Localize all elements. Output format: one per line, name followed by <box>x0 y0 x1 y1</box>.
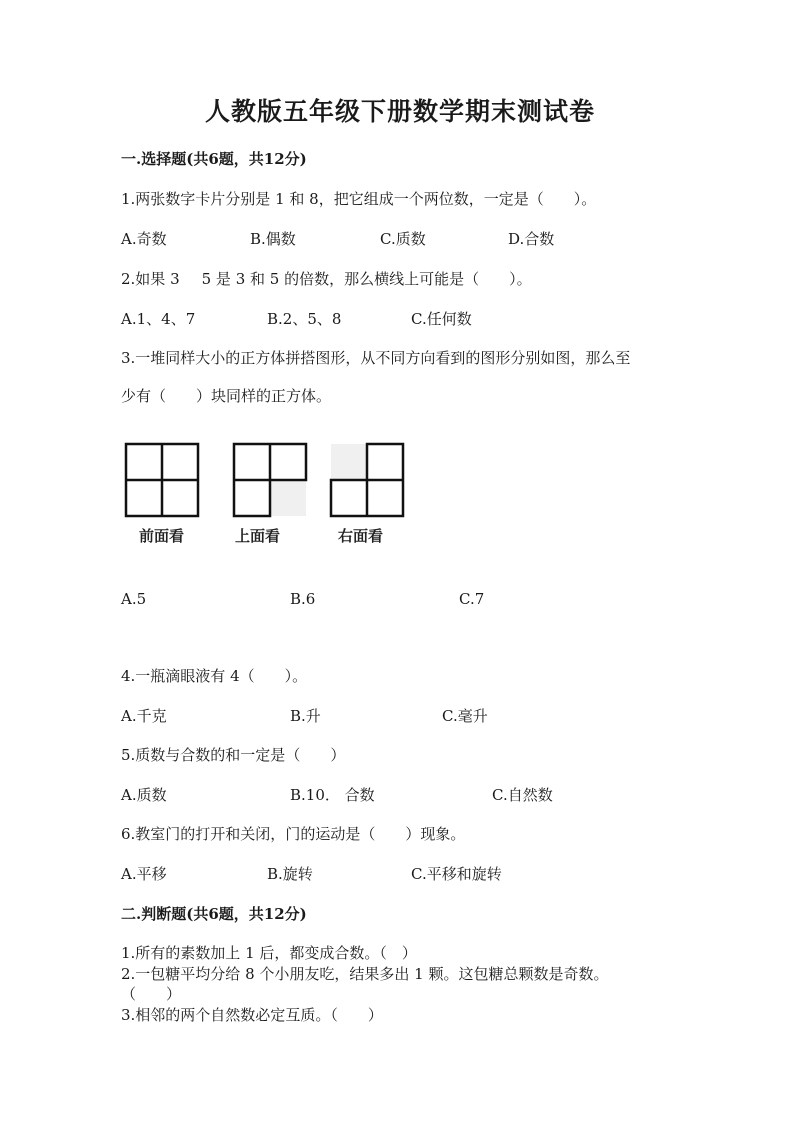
question-6: 6.教室门的打开和关闭，门的运动是（ ）现象。 <box>121 825 466 843</box>
q5-option-b: B.10． 合数 <box>290 786 375 804</box>
q5-option-a: A.质数 <box>121 786 167 804</box>
q2-option-b: B.2、5、8 <box>267 310 342 328</box>
q3-option-b: B.6 <box>290 590 316 608</box>
judgement-2-line-2: （ ） <box>121 985 182 1003</box>
question-3-line-1: 3.一堆同样大小的正方体拼搭图形，从不同方向看到的图形分别如图，那么至 <box>121 349 631 367</box>
q2-option-a: A.1、4、7 <box>121 310 196 328</box>
figure-label-front: 前面看 <box>139 527 185 545</box>
judgement-2-line-1: 2.一包糖平均分给 8 个小朋友吃，结果多出 1 颗。这包糖总颗数是奇数。 <box>121 965 609 983</box>
q1-option-b: B.偶数 <box>250 230 296 248</box>
q2-text-before: 2.如果 3 <box>121 270 180 288</box>
top-view-grid <box>234 444 306 516</box>
q3-option-c: C.7 <box>459 590 485 608</box>
question-5: 5.质数与合数的和一定是（ ） <box>121 746 346 764</box>
figure-label-right: 右面看 <box>338 527 384 545</box>
q4-option-c: C.毫升 <box>442 707 488 725</box>
q6-option-c: C.平移和旋转 <box>411 865 502 883</box>
judgement-1: 1.所有的素数加上 1 后，都变成合数。（ ） <box>121 944 417 962</box>
section-heading-choice: 一.选择题(共6题，共12分) <box>121 150 307 168</box>
q3-option-a: A.5 <box>121 590 147 608</box>
q6-option-a: A.平移 <box>121 865 167 883</box>
front-view-grid <box>126 444 198 516</box>
q1-option-a: A.奇数 <box>121 230 167 248</box>
figure-label-top: 上面看 <box>235 527 281 545</box>
section-heading-judgement: 二.判断题(共6题，共12分) <box>121 905 307 923</box>
right-view-grid <box>331 444 403 516</box>
question-3-line-2: 少有（ ）块同样的正方体。 <box>121 387 332 405</box>
q5-option-c: C.自然数 <box>492 786 553 804</box>
question-2 <box>121 268 532 289</box>
question-4: 4.一瓶滴眼液有 4（ ）。 <box>121 667 308 685</box>
q1-option-c: C.质数 <box>380 230 426 248</box>
q4-option-a: A.千克 <box>121 707 167 725</box>
q3-figure <box>124 442 424 552</box>
q2-text-after: 5 是 3 和 5 的倍数，那么横线上可能是（ ）。 <box>201 270 532 288</box>
question-1: 1.两张数字卡片分别是 1 和 8，把它组成一个两位数，一定是（ ）。 <box>121 190 597 208</box>
q6-option-b: B.旋转 <box>267 865 313 883</box>
page-title: 人教版五年级下册数学期末测试卷 <box>204 97 595 126</box>
q1-option-d: D.合数 <box>508 230 555 248</box>
judgement-3: 3.相邻的两个自然数必定互质。（ ） <box>121 1006 383 1024</box>
q4-option-b: B.升 <box>290 707 321 725</box>
q2-option-c: C.任何数 <box>411 310 472 328</box>
